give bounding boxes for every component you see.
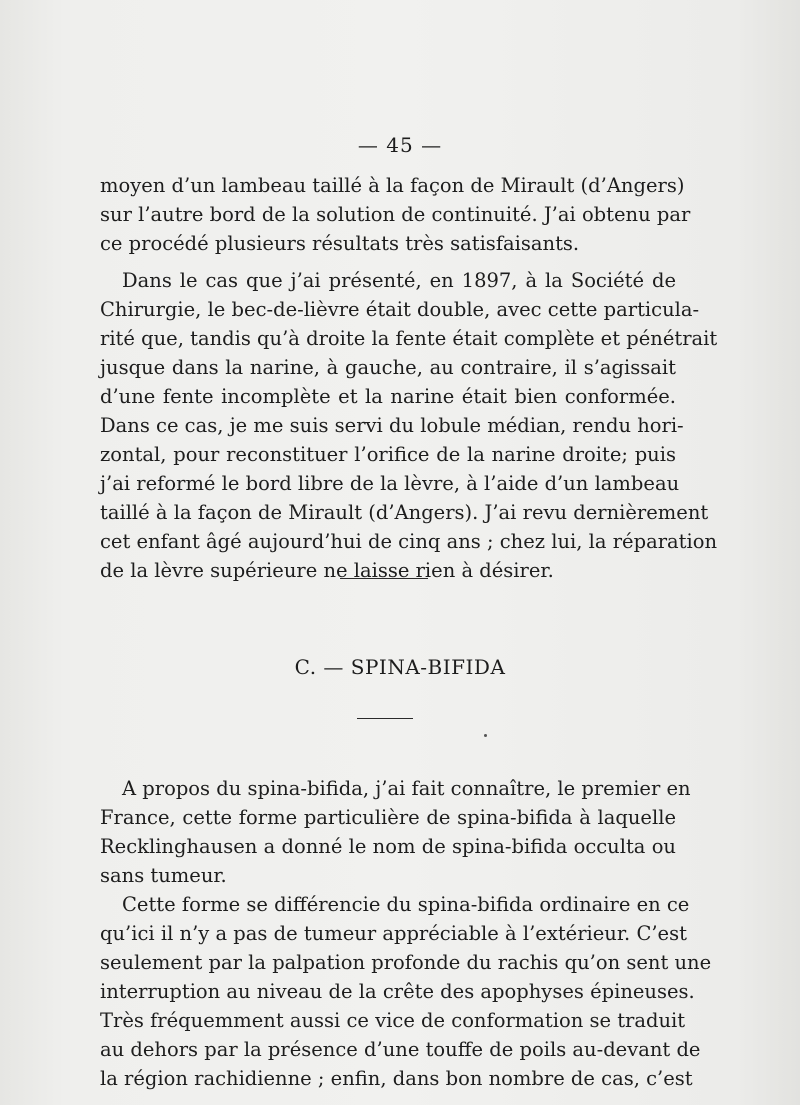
text-line: qu’ici il n’y a pas de tumeur appréciable à l’extérieur. C’est: [100, 922, 687, 945]
text-line: de la lèvre supérieure ne laisse rien à désirer.: [100, 559, 554, 582]
text-line: zontal, pour reconstituer l’orifice de la narine droite; puis: [100, 443, 676, 466]
text-line: Recklinghausen a donné le nom de spina-bifida occulta ou: [100, 835, 676, 858]
text-line: rité que, tandis qu’à droite la fente était complète et pénétrait: [100, 327, 718, 350]
section-divider-top: [340, 578, 428, 579]
text-line: jusque dans la narine, à gauche, au contraire, il s’agissait: [100, 356, 676, 379]
section-divider-bottom: [357, 718, 413, 719]
text-line: Chirurgie, le bec-de-lièvre était double, avec cette particula-: [100, 298, 700, 321]
text-line: moyen d’un lambeau taillé à la façon de Mirault (d’Angers): [100, 174, 685, 197]
page-number: — 45 —: [357, 133, 443, 157]
text-line: taillé à la façon de Mirault (d’Angers). J’ai revu dernièrement: [100, 501, 709, 524]
text-line: ce procédé plusieurs résultats très satisfaisants.: [100, 232, 580, 255]
paragraph-continuation: [100, 171, 691, 258]
text-line: Cette forme se différencie du spina-bifida ordinaire en ce: [122, 893, 690, 916]
ink-speck: [484, 734, 487, 737]
text-line: Dans ce cas, je me suis servi du lobule médian, rendu hori-: [100, 414, 684, 437]
text-line: A propos du spina-bifida, j’ai fait connaître, le premier en: [122, 777, 691, 800]
text-line: France, cette forme particulière de spina-bifida à laquelle: [100, 806, 676, 829]
text-line: cet enfant âgé aujourd’hui de cinq ans ; chez lui, la réparation: [100, 530, 718, 553]
text-line: d’une fente incomplète et la narine était bien conformée.: [100, 385, 676, 408]
text-line: interruption au niveau de la crête des apophyses épineuses.: [100, 980, 695, 1003]
text-line: au dehors par la présence d’une touffe de poils au-devant de: [100, 1038, 701, 1061]
text-line: Très fréquemment aussi ce vice de conformation se traduit: [100, 1009, 686, 1032]
text-line: Dans le cas que j’ai présenté, en 1897, à la Société de: [122, 269, 676, 292]
text-line: seulement par la palpation profonde du rachis qu’on sent une: [100, 951, 712, 974]
text-line: sur l’autre bord de la solution de continuité. J’ai obtenu par: [100, 203, 691, 226]
paragraph-spina-bifida: [100, 774, 712, 1093]
paragraph-case-1897: [100, 266, 718, 585]
text-line: sans tumeur.: [100, 864, 227, 887]
text-line: la région rachidienne ; enfin, dans bon nombre de cas, c’est: [100, 1067, 693, 1090]
text-line: j’ai reformé le bord libre de la lèvre, à l’aide d’un lambeau: [100, 472, 680, 495]
section-heading: C. — SPINA-BIFIDA: [294, 655, 506, 679]
